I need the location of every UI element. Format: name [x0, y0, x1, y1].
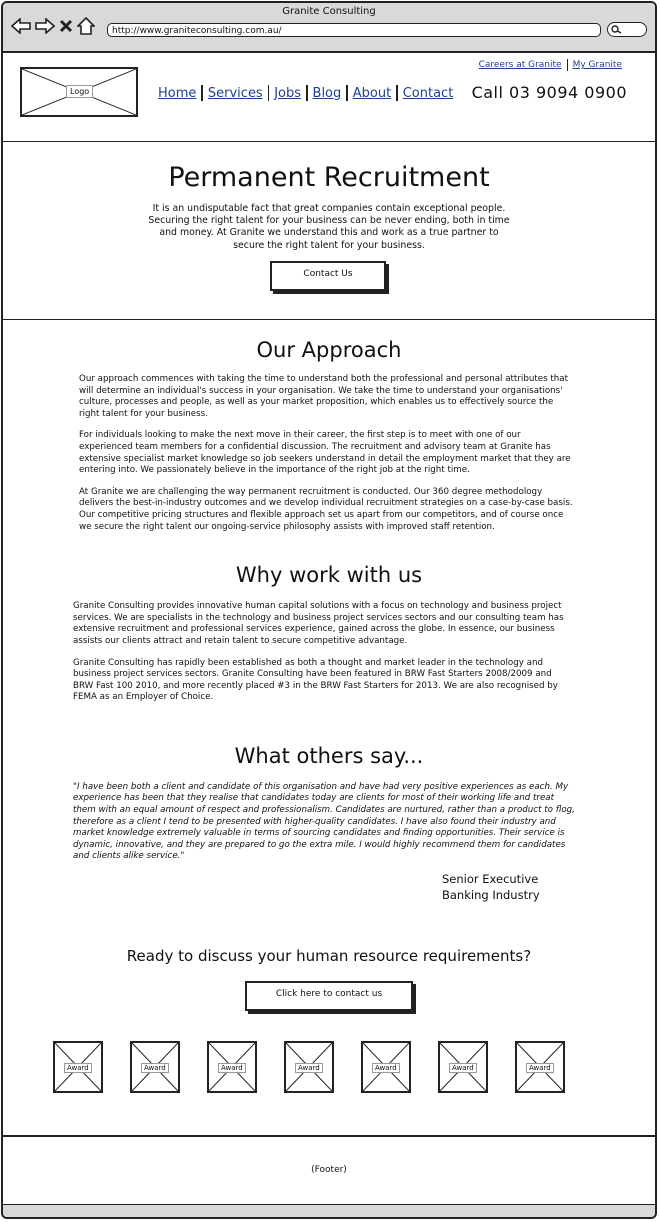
award-label: Award [372, 1063, 400, 1073]
address-bar[interactable]: http://www.graniteconsulting.com.au/ [107, 23, 601, 37]
site-header [3, 53, 655, 142]
nav-contact[interactable]: Contact [402, 85, 454, 101]
logo-placeholder[interactable] [20, 67, 138, 117]
careers-link[interactable]: Careers at Granite [478, 60, 562, 70]
author-title: Senior Executive [442, 872, 539, 887]
approach-paragraph: Our approach commences with taking the time to understand both the professional and personal attributes that will determine an individual's success in your organisation. We take the time to understand your organisations' culture, processes and people, as well as your market proposition, which enables us to effectively source the right talent for your business. [79, 374, 569, 419]
contact-us-button[interactable]: Contact Us [270, 261, 386, 291]
approach-paragraph: At Granite we are challenging the way permanent recruitment is conducted. Our 360 degree methodology delivers the best-in-industry outcomes and we develop individual recruitment strategies on a case-by-case basis. Our competitive pricing structures and flexible approach set us apart from our competitors, and of course once we secure the right talent our ongoing-service philosophy assists with improved staff retention. [79, 486, 573, 532]
award-image [361, 1041, 411, 1093]
logo-label: Logo [66, 85, 93, 98]
award-image [284, 1041, 334, 1093]
why-heading: Why work with us [235, 563, 423, 588]
home-icon[interactable] [77, 17, 95, 35]
why-paragraph: Granite Consulting provides innovative human capital solutions with a focus on technology and business project services. We are specialists in the technology and business project services sectors and our consulting team has extensive recruitment and professional services experience, gained across the globe. In essence, our business assists our clients attract and retain talent to secure competitive advantage. [73, 601, 564, 646]
site-footer [3, 1135, 655, 1217]
award-image [515, 1041, 565, 1093]
forward-arrow-icon[interactable] [35, 18, 55, 34]
why-paragraph: Granite Consulting has rapidly been established as both a thought and market leader in the technology and business project services sectors. Granite Consulting have been featured in BRW Fast Starters 2008/2009 and BRW Fast 100 2010, and more recently placed #3 in the BRW Fast Starters for 2013. We are also recognised by FEMA as an Employer of Choice. [73, 657, 558, 703]
award-label: Award [218, 1063, 246, 1073]
nav-about[interactable]: About [352, 85, 392, 101]
nav-services[interactable]: Services [207, 85, 263, 101]
page-title: Permanent Recruitment [168, 162, 490, 193]
nav-jobs[interactable]: Jobs [274, 85, 302, 101]
cta-section [3, 903, 655, 1011]
my-granite-link[interactable]: My Granite [572, 60, 622, 70]
browser-search-input[interactable] [607, 22, 647, 37]
status-bar [3, 1204, 655, 1217]
testimonial-author [442, 871, 655, 903]
approach-paragraph: For individuals looking to make the next move in their career, the first step is to meet with one of our experienced team members for a confidential discussion. The recruitment and advisory team at Granite has extensive specialist market knowledge so job seekers understand in detail the employment market that they are entering into. We passionately believe in the importance of the right job at the right time. [79, 430, 571, 476]
award-image [130, 1041, 180, 1093]
testimonial-quote: "I have been both a client and candidate of this organisation and have had very positive experiences as each. My experience has been that they realise that candidates today are clients for most of their working life and treat them with an equal amount of respect and professionalism. Candidates are nurtured, rather than a product to flog, therefore as a client I tend to be presented with higher-quality candidates. I have also found their industry and market knowledge extremely valuable in terms of sourcing candidates and finding opportunities. Their service is dynamic, innovative, and they are prepared to go the extra mile. I would highly recommend them for candidates and clients alike service." [73, 781, 575, 862]
hero-intro: It is an undisputable fact that great companies contain exceptional people. Securing the right talent for your business can be never ending, both in time and money. At Granite we understand this and work as a true partner to secure the right talent for your business. [148, 203, 510, 251]
award-label: Award [526, 1063, 554, 1073]
main-nav [153, 85, 458, 101]
award-image [53, 1041, 103, 1093]
utility-links [474, 59, 627, 71]
award-label: Award [295, 1063, 323, 1073]
author-industry: Banking Industry [442, 888, 540, 903]
cta-heading: Ready to discuss your human resource requirements? [126, 947, 532, 966]
testimonial-section [3, 714, 655, 903]
nav-home[interactable]: Home [158, 85, 197, 101]
close-icon[interactable] [59, 19, 73, 33]
back-arrow-icon[interactable] [11, 18, 31, 34]
award-label: Award [449, 1063, 477, 1073]
approach-section [3, 320, 655, 533]
award-image [438, 1041, 488, 1093]
browser-window [1, 1, 657, 1219]
phone-number: Call 03 9094 0900 [471, 83, 627, 102]
footer-label: (Footer) [311, 1165, 347, 1175]
browser-toolbar [3, 3, 655, 53]
window-title: Granite Consulting [282, 6, 376, 17]
why-section [3, 543, 655, 704]
award-label: Award [64, 1063, 92, 1073]
award-image [207, 1041, 257, 1093]
award-label: Award [141, 1063, 169, 1073]
nav-blog[interactable]: Blog [312, 85, 342, 101]
testimonial-heading: What others say... [234, 743, 424, 768]
hero-section [3, 142, 655, 320]
awards-row [53, 1041, 655, 1093]
approach-heading: Our Approach [256, 338, 402, 362]
contact-cta-button[interactable]: Click here to contact us [245, 981, 413, 1011]
